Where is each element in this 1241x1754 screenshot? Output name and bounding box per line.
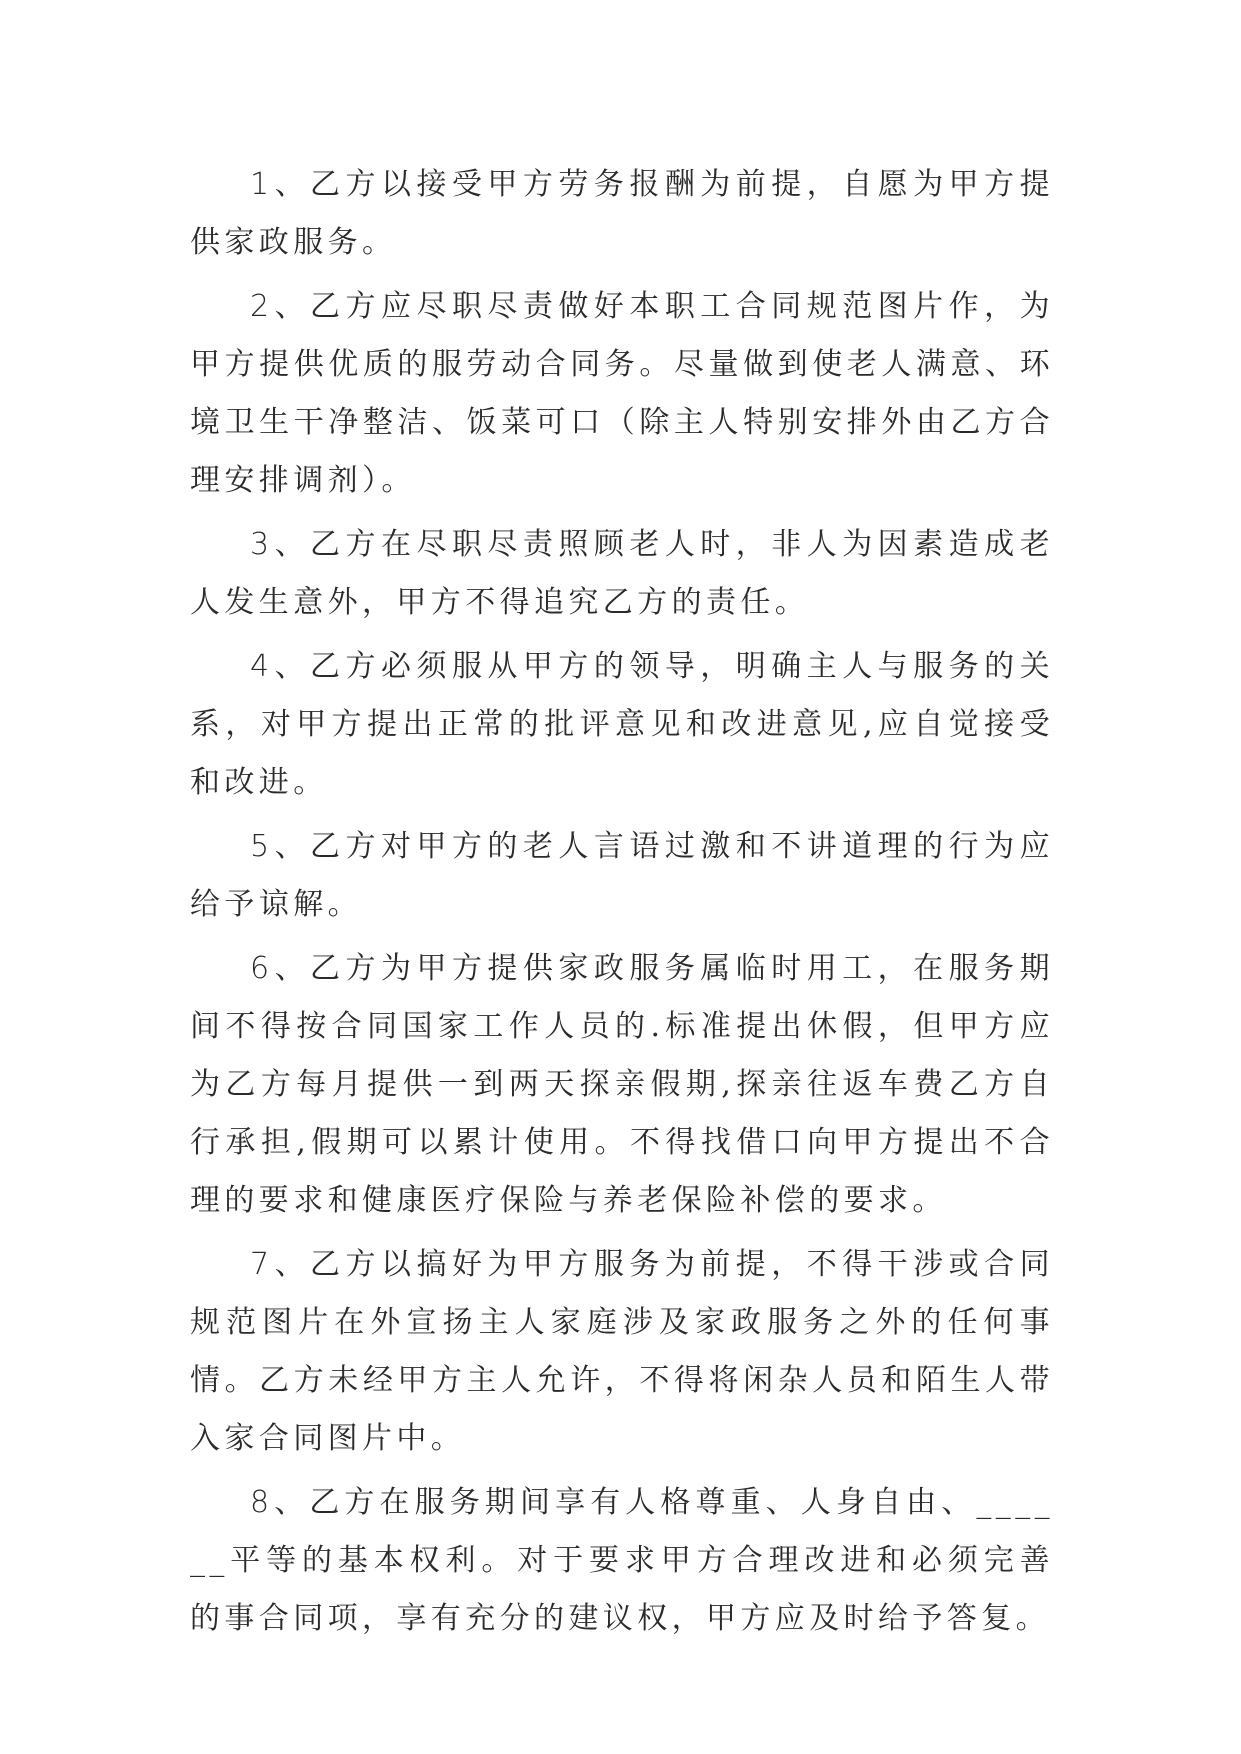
clause-number: 4 (250, 649, 274, 684)
clause-text: 、乙方为甲方提供家政服务属临时用工，在服务期间不得按合同国家工作人员的.标准提出休假，但甲方应为乙方每月提供一到两天探亲假期,探亲往返车费乙方自行承担,假期可以累计使用。不得找借口向甲方提出不合理的要求和健康医疗保险与养老保险补偿的要求。 (190, 951, 1054, 1218)
clause-text: 、乙方对甲方的老人言语过激和不讲道理的行为应给予谅解。 (190, 829, 1054, 922)
clause-number: 8 (250, 1485, 274, 1520)
clause-5 (190, 818, 1054, 934)
clause-text: 、乙方应尽职尽责做好本职工合同规范图片作，为甲方提供优质的服劳动合同务。尽量做到使老人满意、环境卫生干净整洁、饭菜可口（除主人特别安排外由乙方合理安排调剂）。 (190, 289, 1054, 498)
clause-2 (190, 278, 1054, 510)
document-page (190, 156, 1054, 1654)
clause-8 (190, 1474, 1054, 1648)
clause-number: 5 (250, 829, 274, 864)
clause-4 (190, 638, 1054, 812)
clause-text: 、乙方必须服从甲方的领导，明确主人与服务的关系，对甲方提出正常的批评意见和改进意见,应自觉接受和改进。 (190, 649, 1054, 800)
clause-text: 、乙方在尽职尽责照顾老人时，非人为因素造成老人发生意外，甲方不得追究乙方的责任。 (190, 527, 1054, 620)
clause-text: 、乙方以搞好为甲方服务为前提，不得干涉或合同规范图片在外宣扬主人家庭涉及家政服务之外的任何事情。乙方未经甲方主人允许，不得将闲杂人员和陌生人带入家合同图片中。 (190, 1247, 1054, 1456)
clause-number: 3 (250, 527, 274, 562)
clause-text: 、乙方以接受甲方劳务报酬为前提，自愿为甲方提供家政服务。 (190, 167, 1054, 260)
clause-6 (190, 940, 1054, 1230)
clause-number: 6 (250, 951, 274, 986)
clause-3 (190, 516, 1054, 632)
clause-7 (190, 1236, 1054, 1468)
clause-number: 2 (250, 289, 274, 324)
clause-text: 、乙方在服务期间享有人格尊重、人身自由、______平等的基本权利。对于要求甲方合理改进和必须完善的事合同项，享有充分的建议权，甲方应及时给予答复。 (190, 1485, 1054, 1636)
clause-1 (190, 156, 1054, 272)
clause-number: 7 (250, 1247, 274, 1282)
clause-number: 1 (250, 167, 274, 202)
